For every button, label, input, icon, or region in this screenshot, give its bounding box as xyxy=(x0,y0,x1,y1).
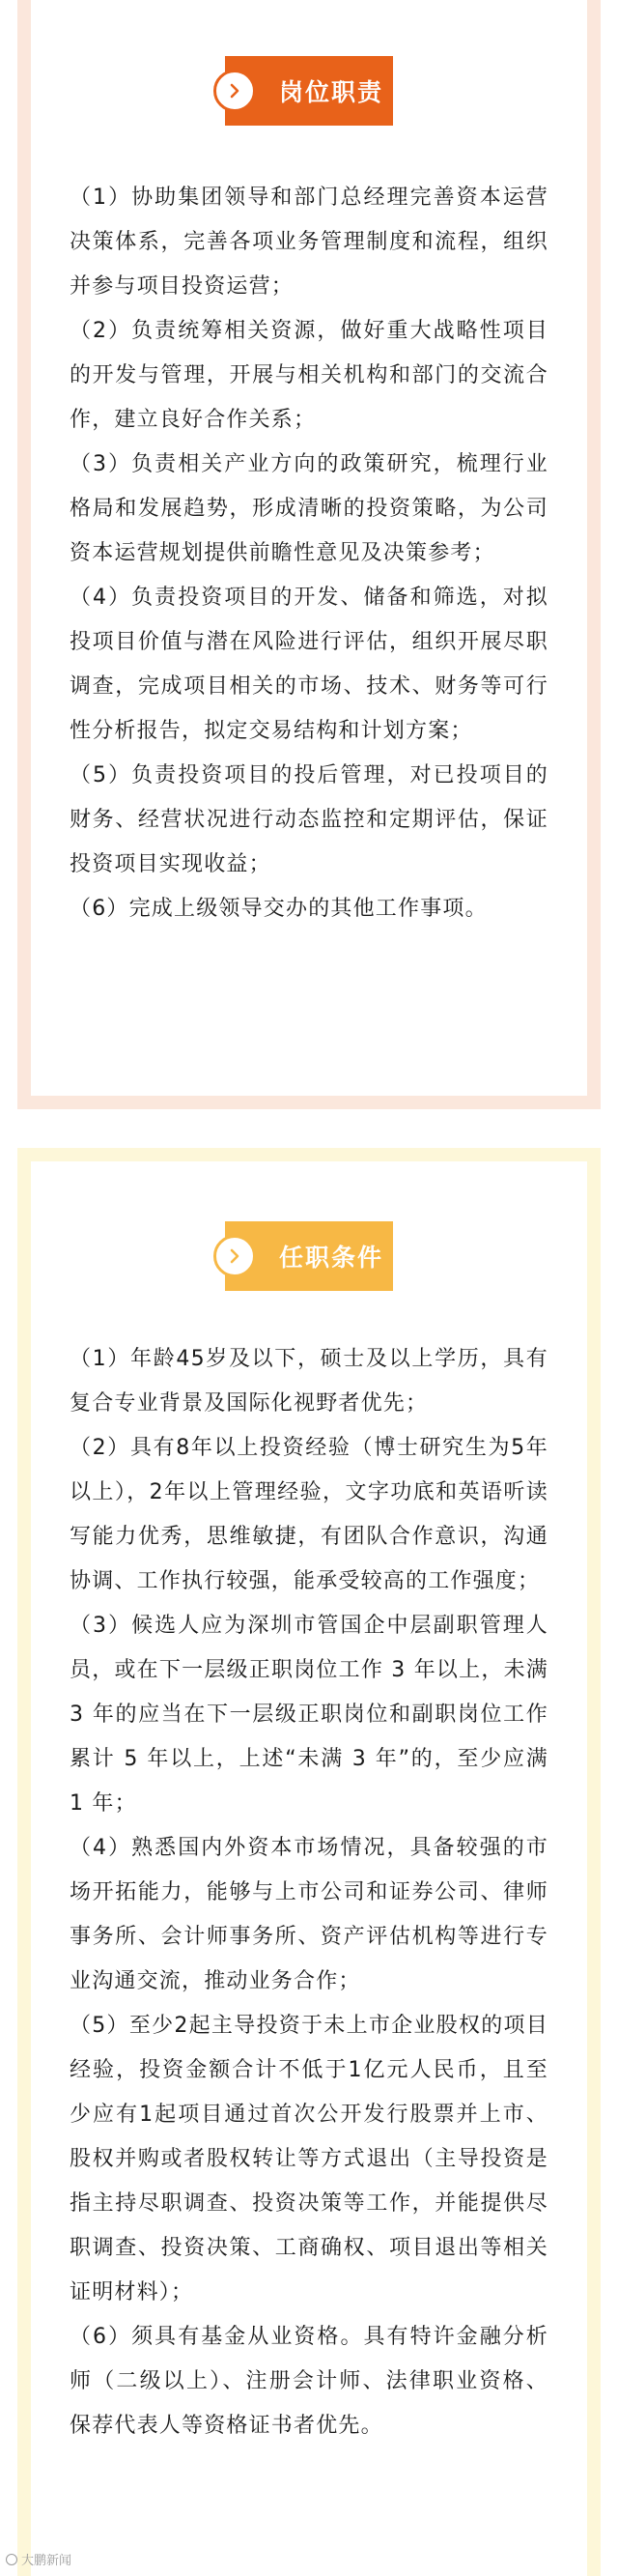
requirements-card xyxy=(17,1148,601,2576)
duty-item: （3）负责相关产业方向的政策研究，梳理行业格局和发展趋势，形成清晰的投资策略，为公司资本运营规划提供前瞻性意见及决策参考； xyxy=(70,452,548,565)
requirement-item: （3）候选人应为深圳市管国企中层副职管理人员，或在下一层级正职岗位工作 3 年以上，未满 3 年的应当在下一层级正职岗位和副职岗位工作累计 5 年以上，上述“未满 3 年”的，至少应满 1 年； xyxy=(70,1614,548,1816)
duties-title-wrap xyxy=(31,0,587,126)
watermark xyxy=(6,2550,71,2568)
requirements-title-wrap xyxy=(31,1161,587,1291)
duties-title-badge xyxy=(225,56,393,126)
chevron-right-circle-icon xyxy=(213,70,256,112)
watermark-text: 大鹏新闻 xyxy=(21,2554,72,2568)
watermark-logo-icon xyxy=(6,2554,17,2565)
duties-card xyxy=(17,0,601,1109)
requirement-item: （5）至少2起主导投资于未上市企业股权的项目经验，投资金额合计不低于1亿元人民币，且至少应有1起项目通过首次公开发行股票并上市、股权并购或者股权转让等方式退出（主导投资是指主持尽职调查、投资决策等工作，并能提供尽职调查、投资决策、工商确权、项目退出等相关证明材料）； xyxy=(70,2014,548,2304)
duty-item: （4）负责投资项目的开发、储备和筛选，对拟投项目价值与潜在风险进行评估，组织开展尽职调查，完成项目相关的市场、技术、财务等可行性分析报告，拟定交易结构和计划方案； xyxy=(70,586,548,743)
requirement-item: （4）熟悉国内外资本市场情况，具备较强的市场开拓能力，能够与上市公司和证券公司、律师事务所、会计师事务所、资产评估机构等进行专业沟通交流，推动业务合作； xyxy=(70,1836,548,1993)
duty-item: （6）完成上级领导交办的其他工作事项。 xyxy=(70,897,488,921)
requirements-title-badge xyxy=(225,1221,393,1291)
requirement-item: （1）年龄45岁及以下，硕士及以上学历，具有复合专业背景及国际化视野者优先； xyxy=(70,1347,548,1416)
requirements-title: 任职条件 xyxy=(279,1244,384,1272)
duty-item: （5）负责投资项目的投后管理，对已投项目的财务、经营状况进行动态监控和定期评估，保证投资项目实现收益； xyxy=(70,763,548,876)
duties-list xyxy=(31,176,587,931)
duty-item: （2）负责统筹相关资源，做好重大战略性项目的开发与管理，开展与相关机构和部门的交流合作，建立良好合作关系； xyxy=(70,319,548,432)
duty-item: （1）协助集团领导和部门总经理完善资本运营决策体系，完善各项业务管理制度和流程，组织并参与项目投资运营； xyxy=(70,186,548,299)
duties-title: 岗位职责 xyxy=(279,78,384,106)
requirement-item: （2）具有8年以上投资经验（博士研究生为5年以上），2年以上管理经验，文字功底和英语听读写能力优秀，思维敏捷，有团队合作意识，沟通协调、工作执行较强，能承受较高的工作强度； xyxy=(70,1436,548,1593)
requirements-list xyxy=(31,1337,587,2448)
requirement-item: （6）须具有基金从业资格。具有特许金融分析师（二级以上）、注册会计师、法律职业资格、保荐代表人等资格证书者优先。 xyxy=(70,2325,548,2438)
chevron-right-circle-icon xyxy=(213,1235,256,1277)
